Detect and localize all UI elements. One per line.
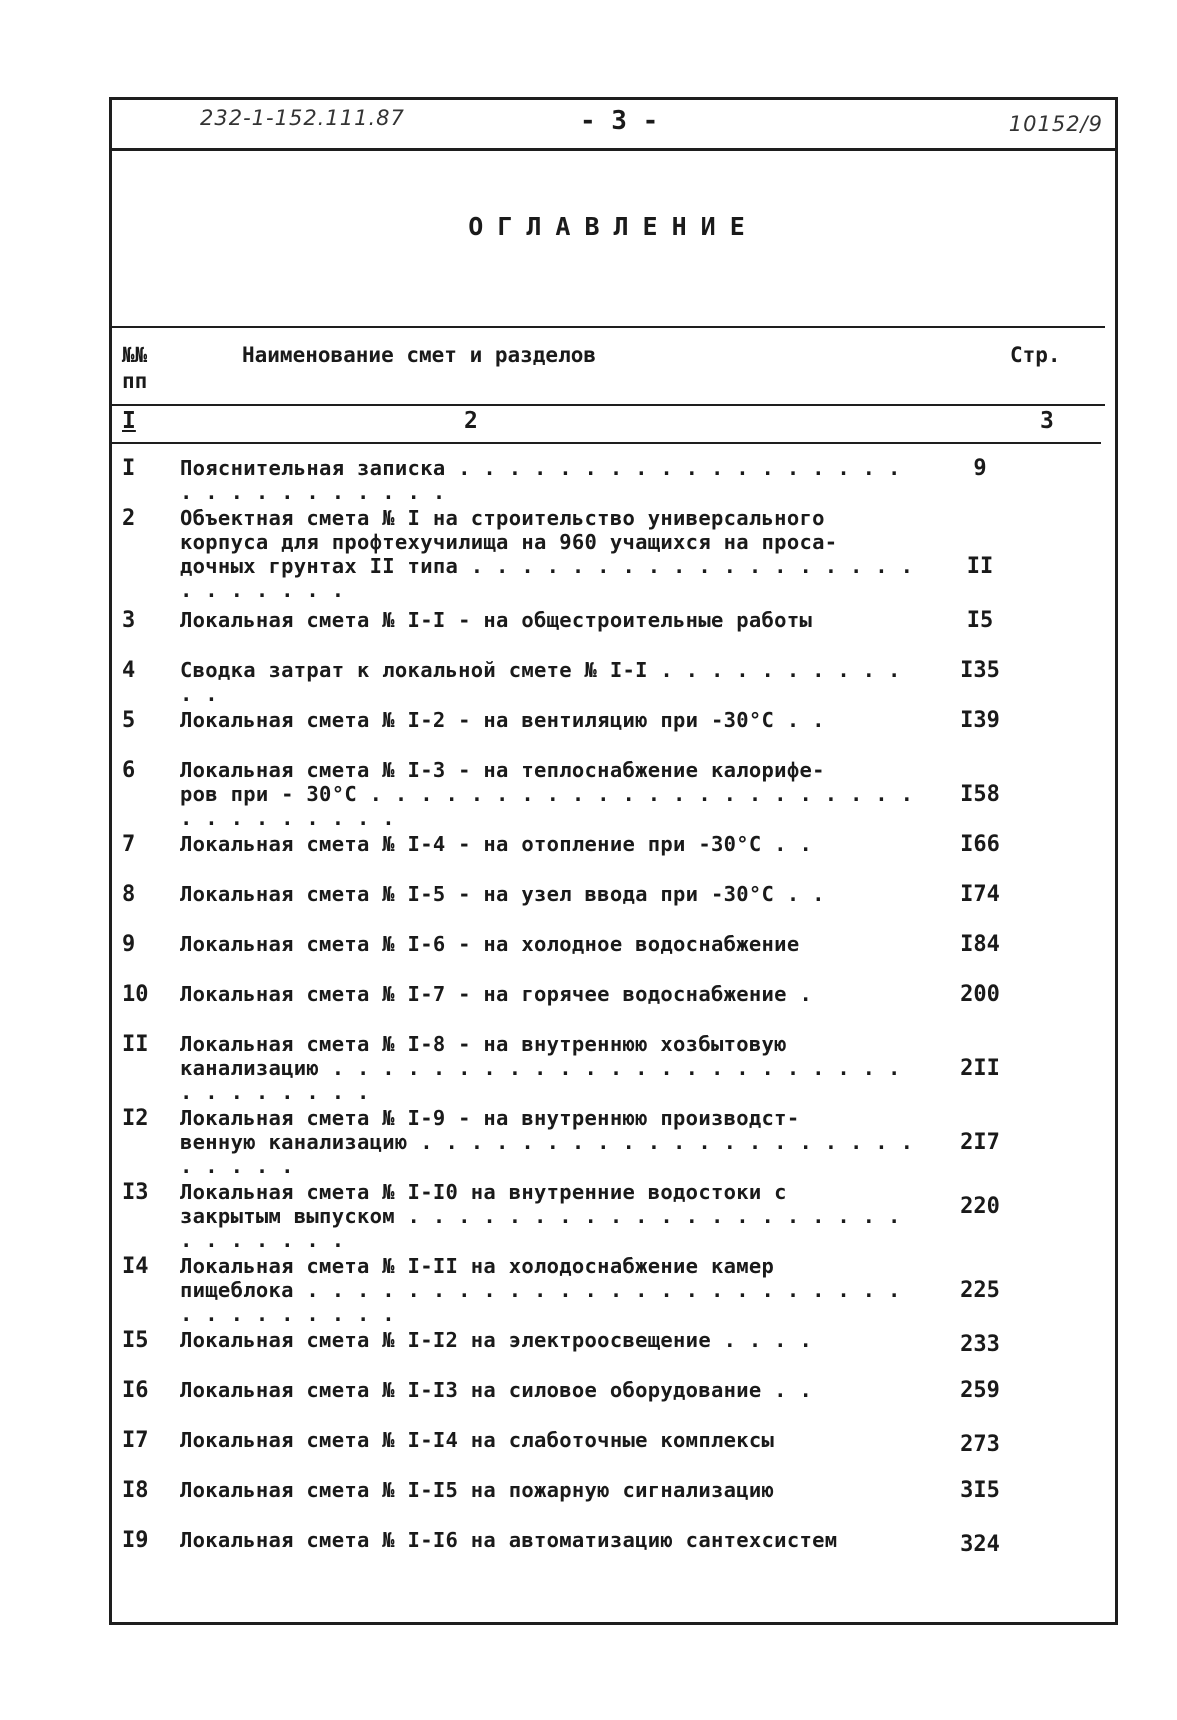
entry-page: I74 (960, 882, 1000, 907)
entry-title: Локальная смета № I-I2 на электроосвещение . . . . (180, 1328, 813, 1352)
entry-page: 3I5 (960, 1478, 1000, 1503)
entry-number: I9 (122, 1528, 149, 1553)
entry-number: I4 (122, 1254, 149, 1279)
entry-number: I7 (122, 1428, 149, 1453)
entry-page: I35 (960, 658, 1000, 683)
entry-number: 6 (122, 758, 136, 783)
entry-page: II (966, 554, 994, 579)
entry-title: Локальная смета № I-4 - на отопление при -30°С . . (180, 832, 813, 856)
entry-title: Локальная смета № I-5 - на узел ввода при -30°С . . (180, 882, 825, 906)
index-bottom-rule (112, 442, 1101, 444)
entry-number: 10 (122, 982, 149, 1007)
entry-title: Локальная смета № I-9 - на внутреннюю производст- венную канализацию . . . . . . . . . . . . . . . . . . . . . . . . . (180, 1106, 914, 1178)
entry-title: Локальная смета № I-II на холодоснабжение камер пищеблока . . . . . . . . . . . . . . . . . . . . . . . . . . . . . . . . . (180, 1254, 901, 1326)
entry-title: Локальная смета № I-2 - на вентиляцию при -30°С . . (180, 708, 825, 732)
entry-page: 273 (960, 1432, 1000, 1457)
entry-number: 8 (122, 882, 136, 907)
table-top-rule (112, 326, 1105, 328)
column-header-name: Наименование смет и разделов (242, 343, 597, 367)
entry-title: Локальная смета № I-3 - на теплоснабжение калорифе- ров при - 30°С . . . . . . . . . . . . . . . . . . . . . . . . . . . . . . . (180, 758, 914, 830)
entry-title: Объектная смета № I на строительство универсального корпуса для профтехучилища на 960 учащихся на проса- дочных грунтах II типа . . . . . . . . . . . . . . . . . . . . . . . . . (180, 506, 914, 602)
entry-page: I58 (960, 782, 1000, 807)
entry-number: I3 (122, 1180, 149, 1205)
entry-title: Локальная смета № I-7 - на горячее водоснабжение . (180, 982, 813, 1006)
entry-page: 220 (960, 1194, 1000, 1219)
page-title: ОГЛАВЛЕНИЕ (468, 212, 759, 241)
entry-title: Сводка затрат к локальной смете № I-I . . . . . . . . . . . . (180, 658, 901, 706)
entry-page: 233 (960, 1332, 1000, 1357)
entry-title: Локальная смета № I-I - на общестроительные работы (180, 608, 813, 632)
entry-number: I8 (122, 1478, 149, 1503)
column-header-number: №№ пп (122, 343, 148, 393)
entry-number: 9 (122, 932, 136, 957)
column-index-2: 2 (464, 408, 478, 434)
entry-number: 7 (122, 832, 136, 857)
entry-page: 2I7 (960, 1130, 1000, 1155)
entry-title: Локальная смета № I-I3 на силовое оборудование . . (180, 1378, 813, 1402)
sheet-number: 10152/9 (1008, 112, 1103, 136)
page-number: - 3 - (580, 106, 659, 136)
entry-number: 2 (122, 506, 136, 531)
entry-title: Локальная смета № I-8 - на внутреннюю хозбытовую канализацию . . . . . . . . . . . . . . . . . . . . . . . . . . . . . . . (180, 1032, 901, 1104)
entry-page: 9 (973, 456, 987, 481)
entry-number: I5 (122, 1328, 149, 1353)
entry-number: I (122, 456, 136, 481)
entry-title: Локальная смета № I-I6 на автоматизацию сантехсистем (180, 1528, 838, 1552)
document-code: 232-1-152.111.87 (200, 106, 405, 130)
column-index-1: I (122, 408, 136, 434)
entry-page: 2II (960, 1056, 1000, 1081)
header-divider (112, 148, 1115, 151)
entry-title: Пояснительная записка . . . . . . . . . . . . . . . . . . . . . . . . . . . . . (180, 456, 901, 504)
document-frame (109, 97, 1118, 1625)
column-index-3: 3 (1040, 408, 1054, 434)
entry-page: I39 (960, 708, 1000, 733)
entry-title: Локальная смета № I-I5 на пожарную сигнализацию (180, 1478, 775, 1502)
entry-title: Локальная смета № I-I0 на внутренние водостоки с закрытым выпуском . . . . . . . . . . . . . . . . . . . . . . . . . . . (180, 1180, 901, 1252)
entry-page: I84 (960, 932, 1000, 957)
entry-page: 259 (960, 1378, 1000, 1403)
entry-page: I5 (966, 608, 994, 633)
entry-number: 4 (122, 658, 136, 683)
column-header-page: Стр. (1010, 343, 1061, 367)
entry-number: 5 (122, 708, 136, 733)
entry-page: 200 (960, 982, 1000, 1007)
entry-page: I66 (960, 832, 1000, 857)
entry-page: 225 (960, 1278, 1000, 1303)
entry-number: 3 (122, 608, 136, 633)
entry-number: I6 (122, 1378, 149, 1403)
header-bottom-rule (112, 404, 1105, 406)
entry-title: Локальная смета № I-6 - на холодное водоснабжение (180, 932, 800, 956)
entry-page: 324 (960, 1532, 1000, 1557)
entry-title: Локальная смета № I-I4 на слаботочные комплексы (180, 1428, 775, 1452)
entry-number: II (122, 1032, 149, 1057)
entry-number: I2 (122, 1106, 149, 1131)
